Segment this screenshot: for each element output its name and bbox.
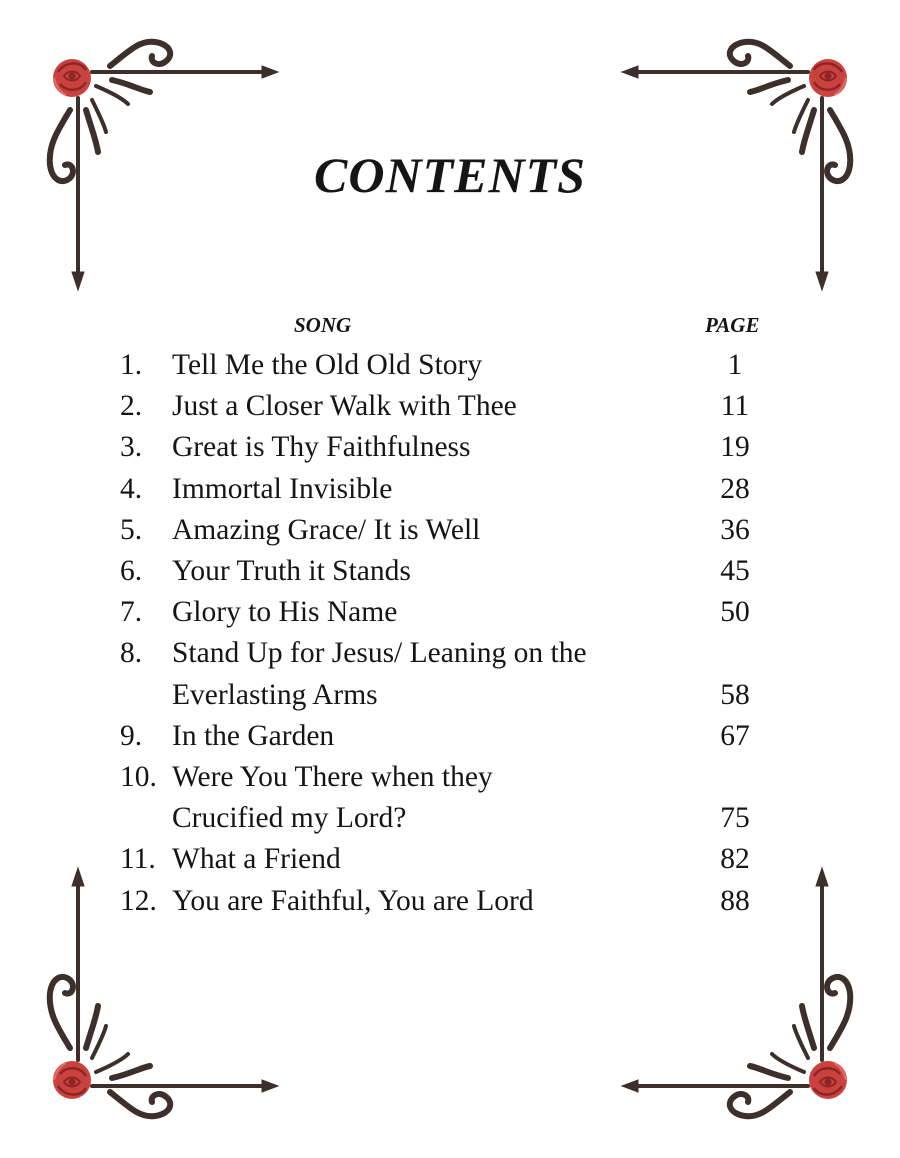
page-number: 28 (720, 472, 750, 505)
entry-number: 1. (120, 349, 143, 381)
song-title-line: Everlasting Arms (172, 678, 378, 711)
song-title-line: Were You There when they (172, 761, 493, 794)
song-title (172, 881, 690, 922)
song-title-line: Tell Me the Old Old Story (172, 349, 483, 381)
page-number: 67 (720, 719, 750, 752)
entry-number: 12. (120, 884, 157, 917)
page-number: 58 (720, 678, 750, 711)
page-title: CONTENTS (314, 147, 586, 203)
page-number: 1 (727, 349, 743, 381)
contents-list (120, 345, 780, 922)
song-title-line: Stand Up for Jesus/ Leaning on the (172, 637, 587, 670)
entry-number: 8. (120, 637, 143, 670)
page-number: 36 (720, 513, 750, 546)
song-title-line: Glory to His Name (172, 596, 398, 629)
song-title (172, 386, 690, 427)
page-number: 88 (720, 884, 750, 917)
song-title-line: You are Faithful, You are Lord (172, 884, 534, 917)
song-title (172, 427, 690, 468)
contents-entry (120, 510, 780, 551)
entry-number: 7. (120, 596, 143, 629)
song-title (172, 716, 690, 757)
contents-entry (120, 881, 780, 922)
entry-number: 4. (120, 472, 143, 505)
song-column-header: SONG (294, 313, 352, 337)
page-number: 19 (720, 431, 750, 464)
contents-entry (120, 633, 780, 715)
page-number: 82 (720, 843, 750, 876)
contents-entry (120, 345, 780, 386)
song-title (172, 633, 690, 715)
page-number: 11 (720, 390, 750, 423)
song-title-line: Amazing Grace/ It is Well (172, 513, 481, 546)
song-title-line: Just a Closer Walk with Thee (172, 390, 517, 423)
song-title-line: Crucified my Lord? (172, 802, 407, 835)
song-title-line: Great is Thy Faithfulness (172, 431, 471, 464)
page-column-header: PAGE (705, 313, 760, 337)
song-title (172, 551, 690, 592)
contents-entry (120, 716, 780, 757)
page-number: 75 (720, 802, 750, 835)
song-title (172, 839, 690, 880)
page-number: 45 (720, 555, 750, 588)
contents-entry (120, 551, 780, 592)
contents-entry (120, 386, 780, 427)
contents-entry (120, 839, 780, 880)
contents-entry (120, 592, 780, 633)
page-number: 50 (720, 596, 750, 629)
entry-number: 11. (120, 843, 156, 876)
contents-entry (120, 427, 780, 468)
song-title (172, 345, 690, 386)
song-title (172, 757, 690, 839)
entry-number: 3. (120, 431, 143, 464)
entry-number: 2. (120, 390, 143, 423)
entry-number: 5. (120, 513, 143, 546)
song-title-line: In the Garden (172, 719, 335, 752)
song-title (172, 469, 690, 510)
entry-number: 10. (120, 761, 157, 794)
song-title-line: What a Friend (172, 843, 341, 876)
entry-number: 6. (120, 555, 143, 588)
contents-entry (120, 757, 780, 839)
song-title-line: Your Truth it Stands (172, 555, 411, 588)
contents-entry (120, 469, 780, 510)
song-title-line: Immortal Invisible (172, 472, 393, 505)
entry-number: 9. (120, 719, 143, 752)
song-title (172, 592, 690, 633)
song-title (172, 510, 690, 551)
